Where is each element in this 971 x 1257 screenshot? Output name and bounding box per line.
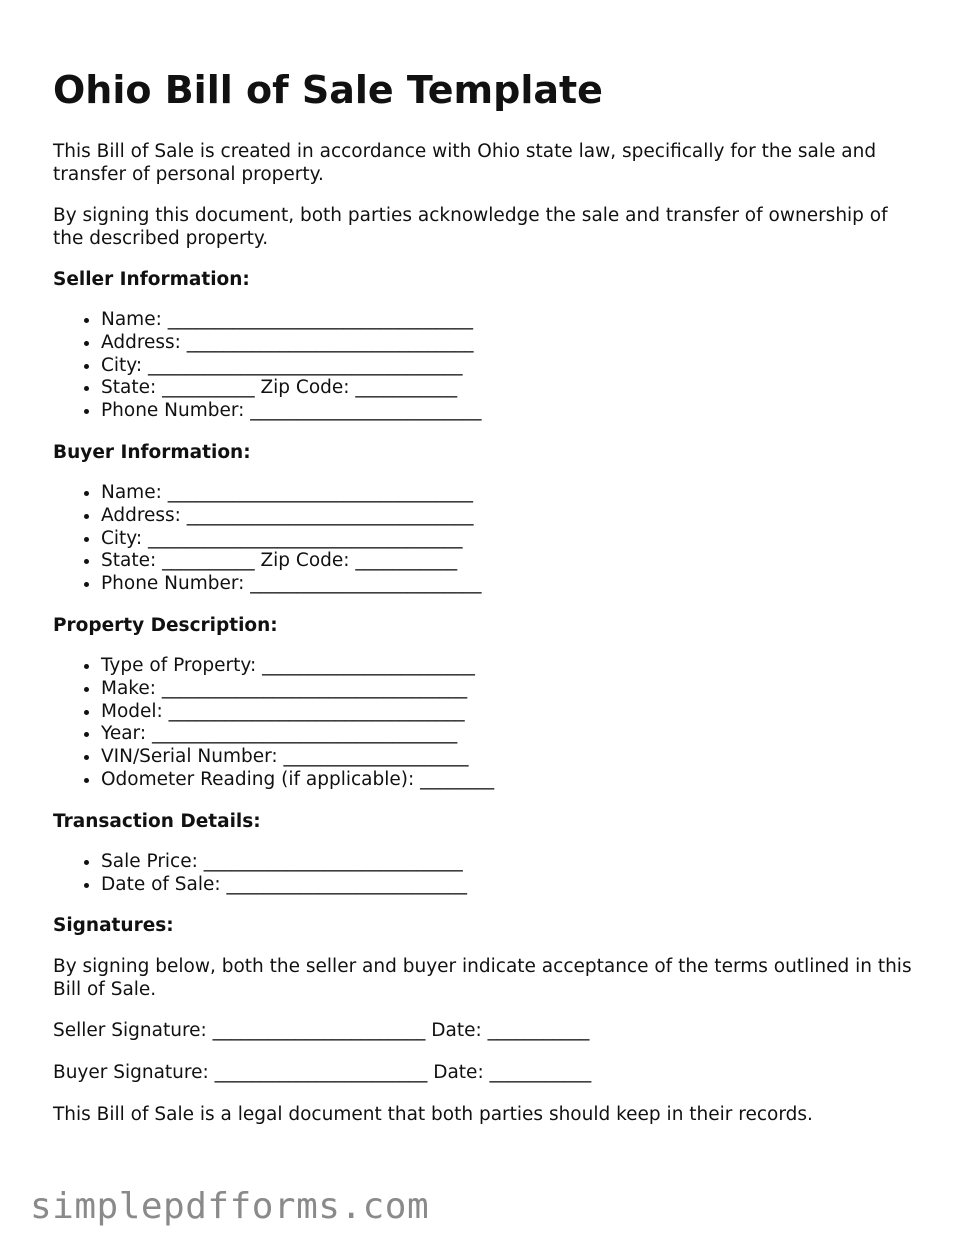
seller-name-field: • Name: _________________________________ [101,309,923,332]
sale-price-field: • Sale Price: ____________________________ [101,851,923,874]
seller-city-field: • City: __________________________________ [101,355,923,378]
buyer-phone-field: • Phone Number: _________________________ [101,573,923,596]
seller-signature-line: Seller Signature: _______________________ Date: ___________ [53,1020,590,1042]
seller-state-zip-field: • State: __________ Zip Code: ___________ [101,377,923,400]
transaction-list [53,851,923,897]
closing-text: This Bill of Sale is a legal document that both parties should keep in their records. [53,1104,813,1126]
intro-paragraph-2: By signing this document, both parties acknowledge the sale and transfer of ownership of the described property. [53,205,888,249]
document-page [53,62,923,1144]
transaction-heading: Transaction Details: [53,810,261,832]
property-year-field: • Year: _________________________________ [101,723,923,746]
buyer-list [53,482,923,596]
signatures-heading: Signatures: [53,915,174,937]
seller-list [53,309,923,423]
sale-date-field: • Date of Sale: __________________________ [101,874,923,897]
buyer-state-zip-field: • State: __________ Zip Code: ___________ [101,550,923,573]
property-make-field: • Make: _________________________________ [101,678,923,701]
buyer-address-field: • Address: _______________________________ [101,505,923,528]
buyer-heading: Buyer Information: [53,441,251,463]
watermark: simplepdfforms.com [30,1186,430,1227]
page-title: Ohio Bill of Sale Template [53,68,603,112]
seller-heading: Seller Information: [53,269,250,290]
buyer-name-field: • Name: _________________________________ [101,482,923,505]
buyer-city-field: • City: __________________________________ [101,528,923,551]
property-odometer-field: • Odometer Reading (if applicable): ________ [101,769,923,792]
seller-address-field: • Address: _______________________________ [101,332,923,355]
property-model-field: • Model: ________________________________ [101,701,923,724]
property-vin-field: • VIN/Serial Number: ____________________ [101,746,923,769]
property-list [53,655,923,792]
property-type-field: • Type of Property: _______________________ [101,655,923,678]
intro-paragraph-1: This Bill of Sale is created in accordance with Ohio state law, specifically for the sale and transfer of personal property. [53,141,877,185]
buyer-signature-line: Buyer Signature: _______________________ Date: ___________ [53,1062,592,1084]
signatures-text: By signing below, both the seller and buyer indicate acceptance of the terms outlined in this Bill of Sale. [53,956,912,1001]
seller-phone-field: • Phone Number: _________________________ [101,400,923,423]
property-heading: Property Description: [53,614,278,636]
